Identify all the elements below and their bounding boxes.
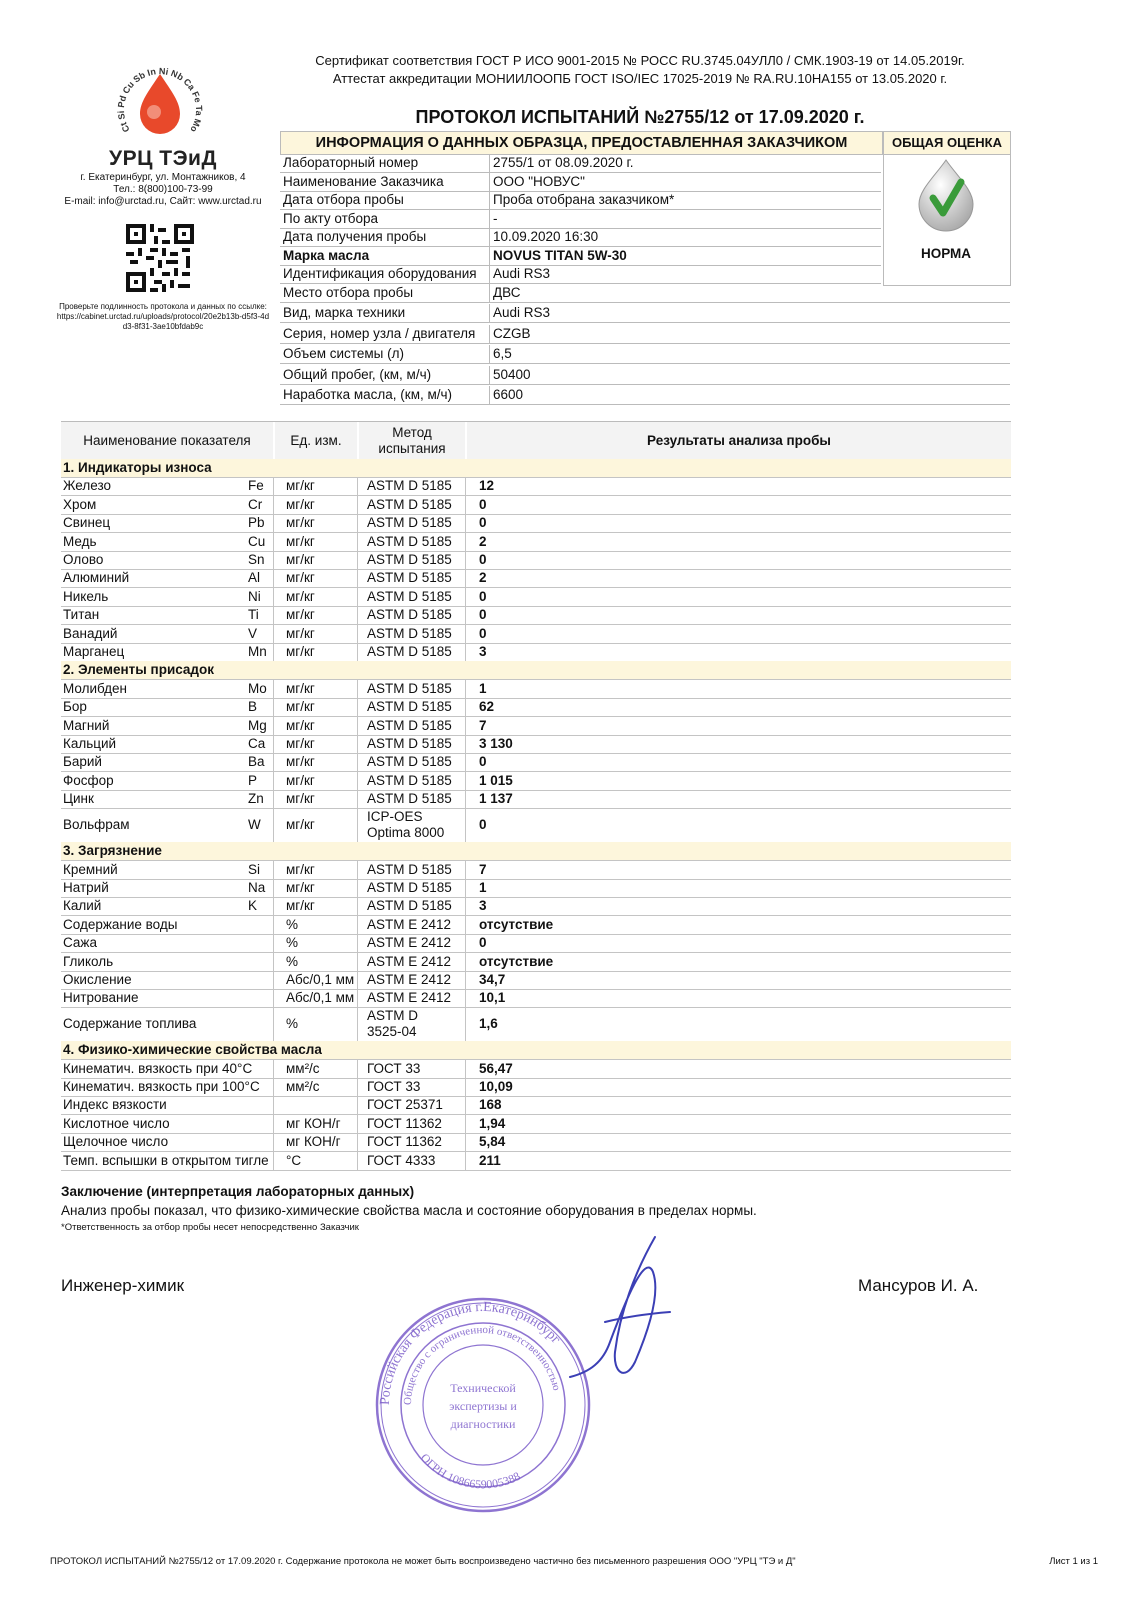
info-label: Наработка масла, (км, м/ч) [283,387,453,402]
element-symbol: Ca [248,736,266,751]
result-cell: 0 [479,625,487,641]
table-row [61,1152,1011,1171]
method-cell: ASTM D 5185 [367,496,452,512]
info-label: Лабораторный номер [283,155,419,170]
element-symbol: Mg [248,717,267,733]
info-value: 10.09.2020 16:30 [493,229,599,244]
info-value: 2755/1 от 08.09.2020 г. [493,155,634,170]
result-cell: 0 [479,935,487,951]
method-cell: ASTM D 5185 [367,772,452,788]
unit-cell: мг/кг [286,552,315,567]
result-cell: 0 [479,754,487,770]
unit-cell: мм²/с [286,1060,320,1076]
svg-text:ОГРН 1086659005388 [418,1451,523,1492]
table-row [61,953,1011,972]
info-row [280,191,881,210]
parameter-name: Щелочное число [63,1134,169,1150]
info-label: Марка масла [283,247,370,263]
method-cell: ASTM D 5185 [367,791,452,807]
info-value: 6,5 [493,346,512,361]
info-row [280,304,1010,323]
result-cell: 34,7 [479,971,506,987]
table-row [61,861,1011,880]
table-row [61,551,1011,570]
parameter-name: Индекс вязкости [63,1097,167,1113]
result-cell: 0 [479,515,487,531]
unit-cell: мг КОН/г [286,1134,341,1150]
parameter-name: Барий [63,754,102,770]
unit-cell: мг/кг [286,680,315,696]
table-row [61,790,1011,809]
section-header [61,459,1011,478]
stamp-middle-text: Общество с ограниченной ответственностью [401,1323,563,1406]
parameter-name: Марганец [63,644,125,659]
protocol-title: ПРОТОКОЛ ИСПЫТАНИЙ №2755/12 от 17.09.2020 г. [415,107,865,127]
parameter-name: Темп. вспышки в открытом тигле [63,1152,269,1168]
unit-cell: мг/кг [286,754,315,770]
table-row [61,588,1011,607]
method-cell: ASTM D 5185 [367,625,452,641]
info-row [280,325,1010,344]
table-row [61,735,1011,754]
method-cell: ASTM D 5185 [367,552,452,567]
table-row [61,916,1011,935]
table-row [61,606,1011,625]
info-label: По акту отбора [283,210,379,226]
method-cell: ASTM D 5185 [367,879,452,895]
table-row [61,1115,1011,1134]
result-cell: 0 [479,816,487,832]
parameter-name: Алюминий [63,570,130,586]
unit-cell: мг/кг [286,879,315,895]
table-row [61,1078,1011,1097]
result-cell: 56,47 [479,1060,513,1076]
info-label: Наименование Заказчика [283,173,444,189]
parameter-name: Вольфрам [63,816,130,832]
result-cell: 1,6 [479,1015,498,1031]
info-value: 6600 [493,387,524,402]
unit-cell: мг/кг [286,717,315,733]
result-cell: 3 [479,644,487,659]
info-value: ООО "НОВУС" [493,173,585,189]
stamp-ogrn: ОГРН 1086659005388 [417,1450,523,1492]
parameter-name: Содержание воды [63,916,178,932]
parameter-name: Сажа [63,935,97,951]
section-title: 4. Физико-химические свойства масла [63,1042,322,1058]
unit-cell: % [286,916,299,932]
method-cell: ASTM D 5185 [367,736,452,751]
method-cell: ASTM D 5185 [367,861,452,877]
result-cell: 3 130 [479,736,513,751]
company-email-site: E-mail: info@urctad.ru, Сайт: www.urctad.ru [64,196,262,207]
overall-heading: ОБЩАЯ ОЦЕНКА [883,131,1011,155]
info-value: ДВС [493,284,521,300]
signer-role: Инженер-химик [61,1276,185,1295]
result-cell: 1,94 [479,1115,506,1131]
unit-cell: мг/кг [286,607,315,623]
unit-cell: мм²/с [286,1079,320,1094]
company-logo [110,52,210,152]
table-row [61,879,1011,898]
parameter-name: Хром [63,496,97,512]
parameter-name: Кальций [63,736,117,751]
method-cell: ASTM E 2412 [367,971,452,987]
method-cell: ASTM D 5185 [367,699,452,715]
parameter-name: Натрий [63,879,109,895]
info-value: NOVUS TITAN 5W-30 [493,247,627,263]
unit-cell: Абс/0,1 мм [286,990,355,1006]
info-row [280,284,1010,303]
parameter-name: Никель [63,588,109,604]
table-row [61,897,1011,916]
parameter-name: Нитрование [63,990,139,1006]
info-row [280,247,881,266]
info-label: Объем системы (л) [283,346,404,361]
result-cell: 0 [479,588,487,604]
parameter-name: Магний [63,717,110,733]
info-label: Вид, марка техники [283,305,406,320]
unit-cell: Абс/0,1 мм [286,971,355,987]
info-value: 50400 [493,366,531,382]
result-cell: 1 [479,680,487,696]
unit-cell: мг/кг [286,791,315,807]
parameter-name: Железо [63,478,111,494]
result-cell: 0 [479,552,487,567]
result-cell: 2 [479,533,487,549]
parameter-name: Калий [63,898,102,914]
info-row [280,345,1010,364]
info-row [280,386,1010,405]
element-symbol: Sn [248,552,265,567]
results-table-header [61,421,1011,460]
stamp-outer-text: Российская Федерация г.Екатеринбург [377,1299,564,1406]
method-cell: ASTM E 2412 [367,953,452,969]
table-row [61,625,1011,644]
parameter-name: Кислотное число [63,1115,170,1131]
element-symbol: Ba [248,754,265,770]
table-row [61,1008,1011,1042]
method-cell: ASTM D 5185 [367,515,452,531]
parameter-name: Кинематич. вязкость при 100°С [63,1079,260,1094]
result-cell: 3 [479,898,487,914]
result-cell: 10,09 [479,1079,513,1094]
parameter-name: Ванадий [63,625,118,641]
unit-cell: мг КОН/г [286,1115,341,1131]
info-value: Audi RS3 [493,305,551,320]
element-symbol: Na [248,879,266,895]
table-row [61,680,1011,699]
parameter-name: Бор [63,699,87,715]
element-symbol: Pb [248,515,265,531]
result-cell: 211 [479,1152,501,1168]
table-row [61,698,1011,717]
method-cell: ASTM E 2412 [367,935,452,951]
method-cell: ASTM D 5185 [367,588,452,604]
cert-line-1: Сертификат соответствия ГОСТ Р ИСО 9001-2015 № РОСС RU.3745.04УЛЛ0 / СМК.1903-19 от 14.05.2019г. [315,53,965,68]
method-cell: ГОСТ 33 [367,1079,421,1094]
header-method: Метод испытания [359,422,465,459]
unit-cell: % [286,953,299,969]
method-cell: ГОСТ 11362 [367,1134,442,1150]
result-cell: 0 [479,607,487,623]
table-row [61,934,1011,953]
verify-block [56,302,270,332]
element-symbol: Fe [248,478,264,494]
info-label: Дата отбора пробы [283,192,404,207]
responsibility-note: *Ответственность за отбор пробы несет непосредственно Заказчик [61,1222,359,1233]
method-cell: ГОСТ 11362 [367,1115,442,1131]
overall-value: НОРМА [920,246,972,261]
parameter-name: Молибден [63,680,127,696]
unit-cell: мг/кг [286,816,315,832]
table-row [61,477,1011,496]
method-cell: ASTM D 5185 [367,478,452,494]
element-symbol: P [248,772,258,788]
company-address: г. Екатеринбург, ул. Монтажников, 4 [80,172,246,183]
result-cell: 2 [479,570,487,586]
info-row [280,173,881,192]
element-symbol: Ti [248,607,259,623]
result-cell: 7 [479,861,487,877]
unit-cell: % [286,1015,299,1031]
parameter-name: Медь [63,533,97,549]
parameter-name: Свинец [63,515,111,531]
result-cell: 0 [479,496,487,512]
element-symbol: W [248,816,261,832]
table-row [61,496,1011,515]
element-symbol: Al [248,570,261,586]
verify-link[interactable]: https://cabinet.urctad.ru/uploads/protocol/20e2b13b-d5f3-4dd3-8f31-3ae10bfdab9c [56,312,270,331]
parameter-name: Цинк [63,791,94,807]
table-row [61,1133,1011,1152]
parameter-name: Олово [63,552,104,567]
section-header [61,842,1011,861]
info-value: - [493,210,498,226]
unit-cell: мг/кг [286,515,315,531]
header-result: Результаты анализа пробы [467,422,1011,459]
footer-text: ПРОТОКОЛ ИСПЫТАНИЙ №2755/12 от 17.09.2020 г. Содержание протокола не может быть воспроизведено частично без письменного разрешения ООО "УРЦ "ТЭ и Д" [50,1556,796,1567]
element-symbol: Mn [248,644,267,659]
element-symbol: Cr [248,496,263,512]
method-cell: ICP-OES Optima 8000 [367,808,445,840]
unit-cell: °С [286,1152,302,1168]
info-label: Идентификация оборудования [283,266,477,281]
result-cell: 168 [479,1097,502,1113]
method-cell: ASTM D 5185 [367,607,452,623]
section-header [61,1041,1011,1060]
table-row [61,753,1011,772]
unit-cell: мг/кг [286,898,315,914]
unit-cell: мг/кг [286,478,315,494]
method-cell: ASTM E 2412 [367,916,452,932]
check-drop-icon [913,158,979,232]
element-symbol: Mo [248,680,267,696]
parameter-name: Титан [63,607,100,623]
unit-cell: мг/кг [286,644,315,659]
result-cell: отсутствие [479,916,554,932]
cert-line-2: Аттестат аккредитации МОНИИЛООПБ ГОСТ ISO/IEC 17025-2019 № RA.RU.10НА155 от 13.05.2020 г. [332,71,948,86]
section-title: 2. Элементы присадок [63,662,214,678]
info-label: Серия, номер узла / двигателя [283,325,476,341]
unit-cell: мг/кг [286,861,315,877]
unit-cell: мг/кг [286,736,315,751]
parameter-name: Содержание топлива [63,1015,197,1031]
unit-cell: мг/кг [286,772,315,788]
unit-cell: мг/кг [286,570,315,586]
signer-name: Мансуров И. А. [858,1276,979,1295]
method-cell: ГОСТ 33 [367,1060,421,1076]
info-label: Общий пробег, (км, м/ч) [283,366,432,382]
table-row [61,809,1011,843]
result-cell: 12 [479,478,495,494]
parameter-name: Гликоль [63,953,114,969]
method-cell: ГОСТ 25371 [367,1097,443,1113]
unit-cell: мг/кг [286,533,315,549]
method-cell: ASTM E 2412 [367,990,452,1006]
method-cell: ASTM D 5185 [367,898,452,914]
info-value: CZGB [493,325,531,341]
section-title: 3. Загрязнение [63,843,162,859]
result-cell: 1 [479,879,487,895]
info-label: Место отбора пробы [283,284,414,300]
info-row [280,228,881,247]
unit-cell: мг/кг [286,588,315,604]
verify-text: Проверьте подлинность протокола и данных по ссылке: [59,302,267,311]
result-cell: отсутствие [479,953,554,969]
table-row [61,514,1011,533]
result-cell: 7 [479,717,487,733]
logo-element-symbols: Ct Si Pd Cu Sb In Ni Nb Ca Fe Ta Mo [115,65,205,134]
table-row [61,971,1011,990]
method-cell: ASTM D 5185 [367,717,452,733]
header-name: Наименование показателя [61,422,273,459]
table-row [61,989,1011,1008]
element-symbol: Zn [248,791,264,807]
handwritten-signature [565,1232,675,1402]
stamp-center-3: диагностики [450,1417,516,1431]
method-cell: ASTM D 5185 [367,680,452,696]
result-cell: 1 015 [479,772,513,788]
info-row [280,210,881,229]
company-brand: УРЦ ТЭиД [109,147,217,170]
stamp-center-1: Технической [450,1381,516,1395]
element-symbol: Cu [248,533,266,549]
method-cell: ASTM D 5185 [367,644,452,659]
method-cell: ASTM D 5185 [367,570,452,586]
result-cell: 5,84 [479,1134,506,1150]
table-row [61,533,1011,552]
table-row [61,1060,1011,1079]
method-cell: ASTM D 3525-04 [367,1007,419,1039]
table-row [61,772,1011,791]
qr-code[interactable] [126,224,194,292]
stamp-center-2: экспертизы и [449,1399,517,1413]
section-title: 1. Индикаторы износа [63,460,212,475]
table-row [61,643,1011,662]
result-cell: 1 137 [479,791,513,807]
element-symbol: Si [248,861,261,877]
unit-cell: % [286,935,299,951]
result-cell: 62 [479,699,495,715]
element-symbol: V [248,625,258,641]
table-row [61,1096,1011,1115]
unit-cell: мг/кг [286,625,315,641]
info-value: Проба отобрана заказчиком* [493,192,675,207]
parameter-name: Кинематич. вязкость при 40°С [63,1060,253,1076]
method-cell: ASTM D 5185 [367,533,452,549]
info-row [280,366,1010,385]
unit-cell: мг/кг [286,496,315,512]
table-row [61,717,1011,736]
table-row [61,569,1011,588]
info-row [280,265,881,284]
company-phone: Тел.: 8(800)100-73-99 [113,184,213,195]
method-cell: ASTM D 5185 [367,754,452,770]
page-number: Лист 1 из 1 [1049,1556,1098,1567]
info-value: Audi RS3 [493,266,551,281]
section-header [61,661,1011,680]
result-cell: 10,1 [479,990,506,1006]
header-unit: Ед. изм. [275,422,357,459]
unit-cell: мг/кг [286,699,315,715]
page-footer [50,1556,1098,1567]
parameter-name: Кремний [63,861,118,877]
element-symbol: B [248,699,258,715]
info-row [280,154,881,173]
method-cell: ГОСТ 4333 [367,1152,436,1168]
parameter-name: Окисление [63,971,132,987]
parameter-name: Фосфор [63,772,114,788]
element-symbol: K [248,898,258,914]
element-symbol: Ni [248,588,261,604]
company-contacts [56,172,270,208]
info-label: Дата получения пробы [283,229,427,244]
conclusion-text: Анализ пробы показал, что физико-химические свойства масла и состояние оборудования в пределах нормы. [61,1203,757,1218]
info-heading: ИНФОРМАЦИЯ О ДАННЫХ ОБРАЗЦА, ПРЕДОСТАВЛЕННАЯ ЗАКАЗЧИКОМ [280,131,883,155]
certificates [280,52,1000,88]
company-stamp [374,1296,592,1514]
conclusion-heading: Заключение (интерпретация лабораторных данных) [61,1184,415,1199]
